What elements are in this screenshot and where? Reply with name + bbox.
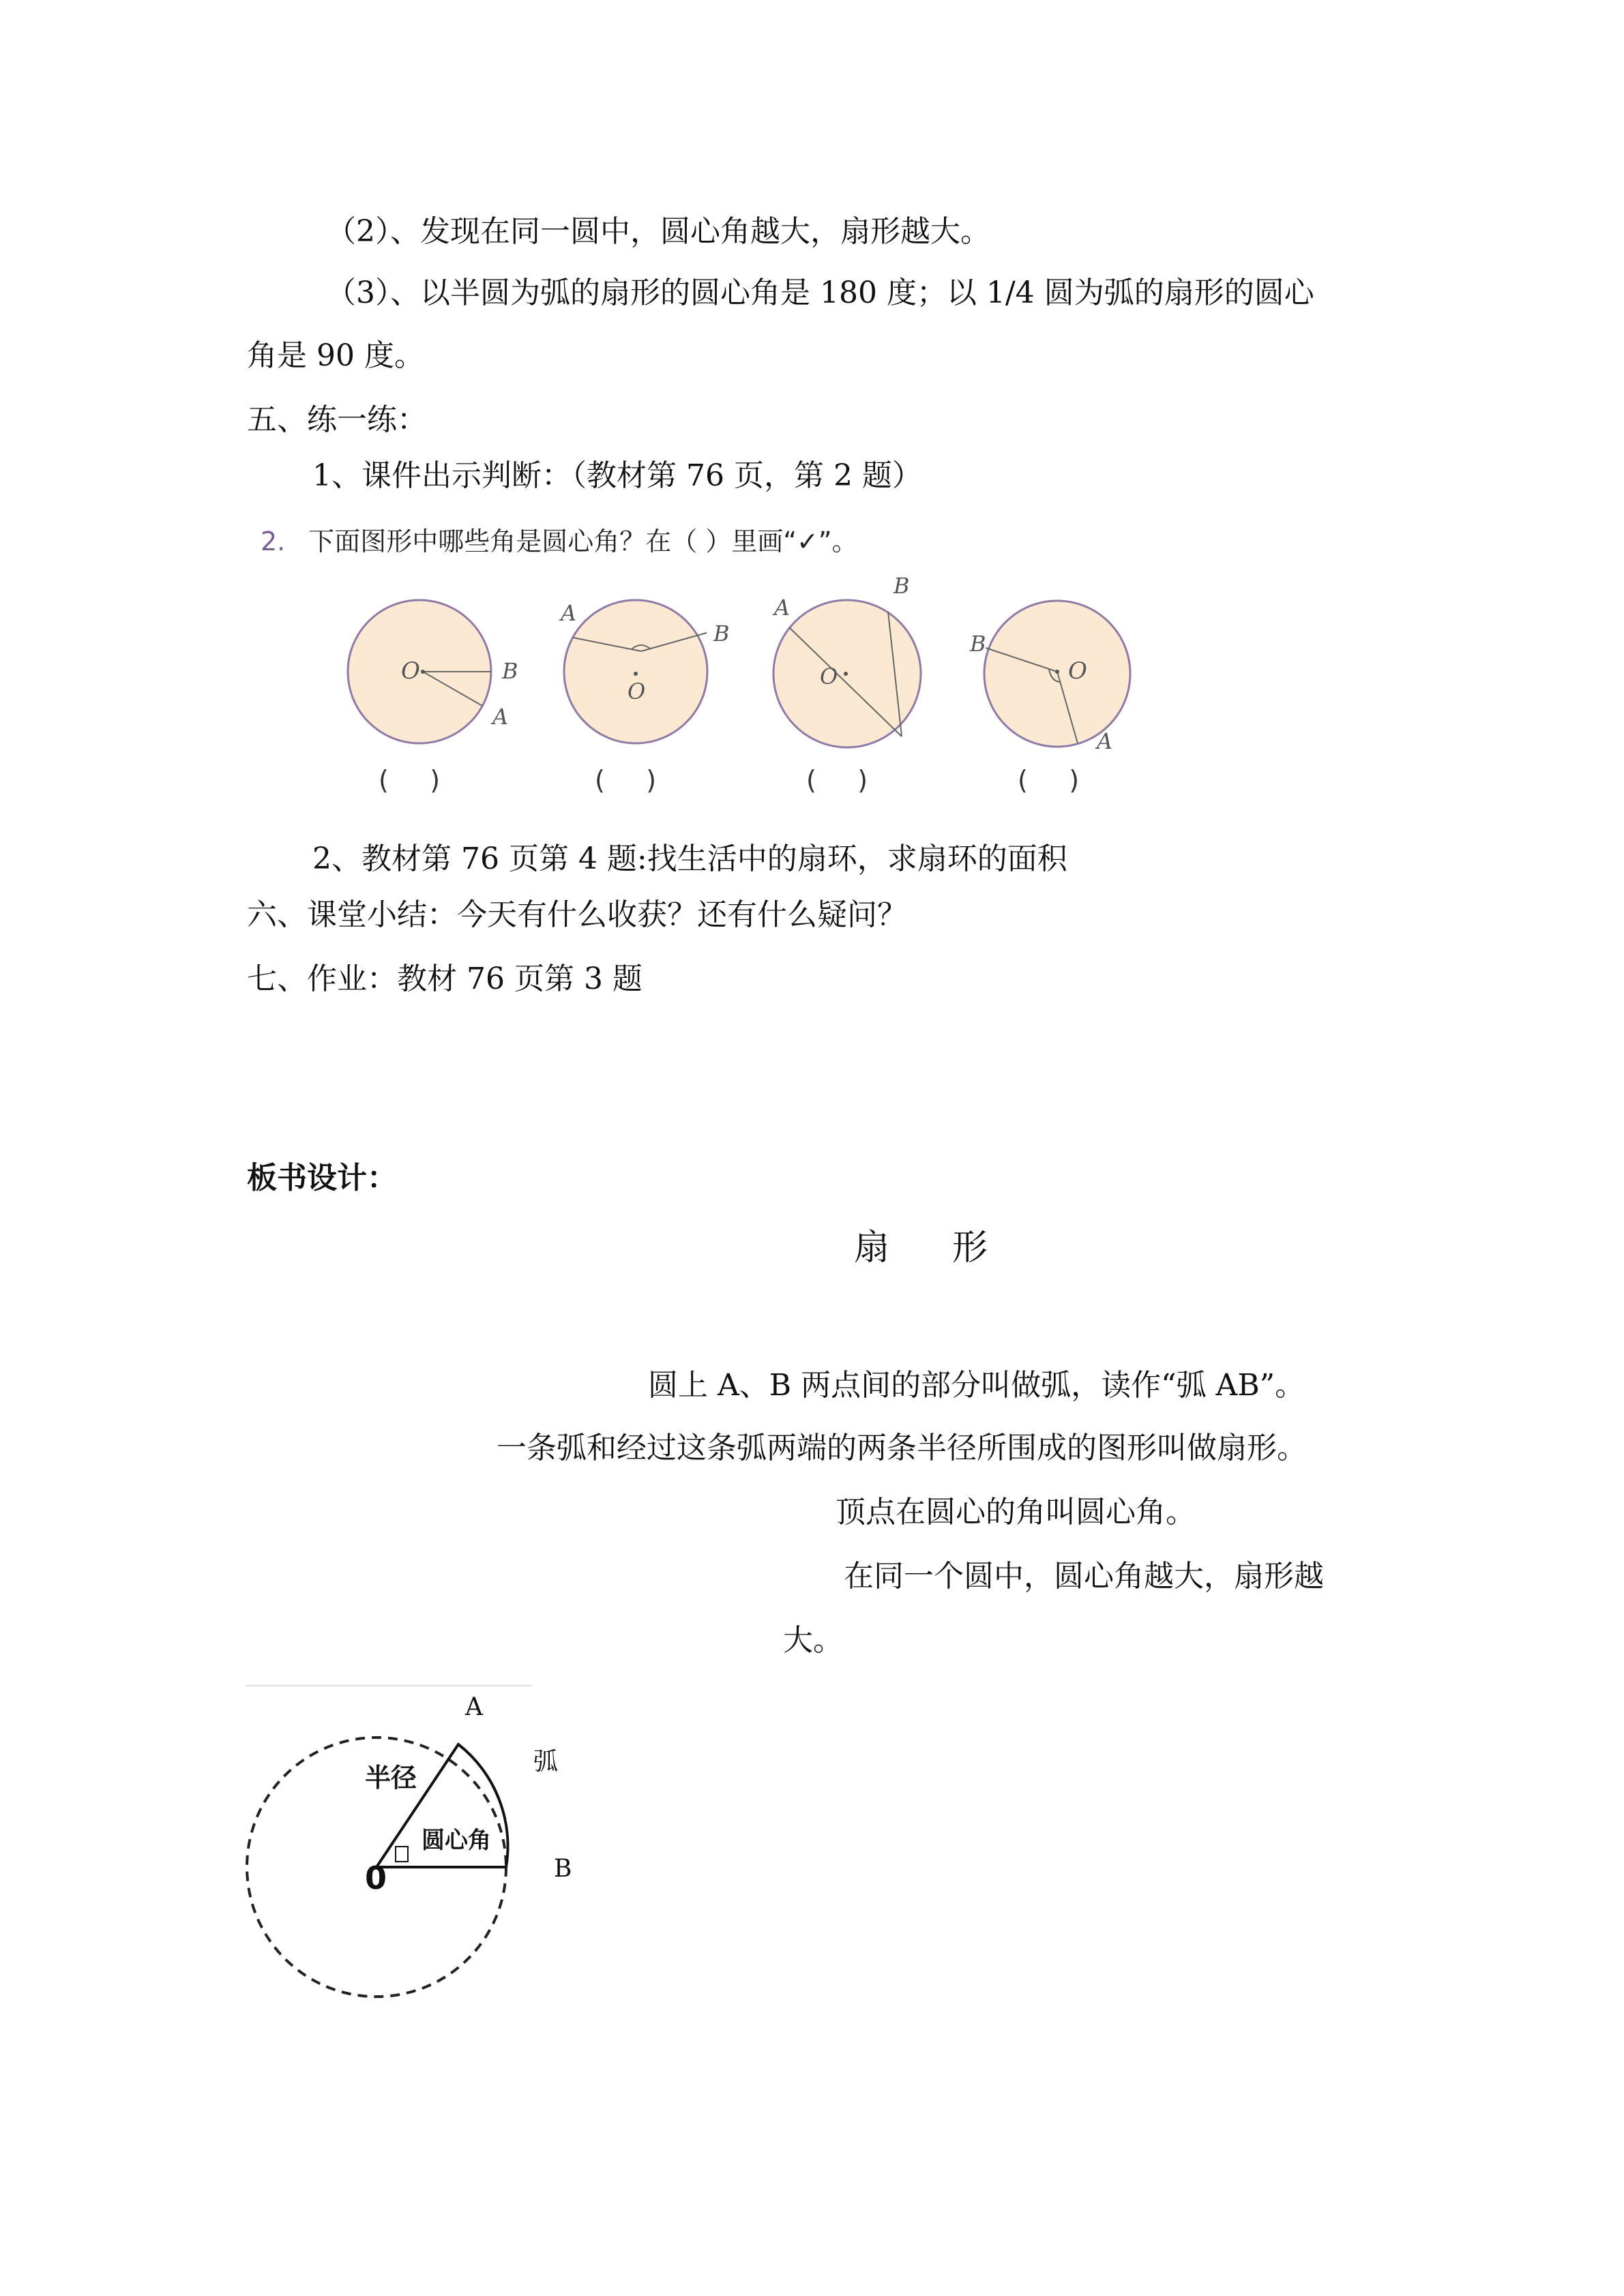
board-line-rule-2: 大。 <box>783 1623 843 1658</box>
board-heading: 板书设计： <box>247 1161 397 1195</box>
answer-paren-1[interactable]: ( ) <box>379 765 441 795</box>
circle-4-label-a: A <box>1097 728 1113 754</box>
conclusion-2: （2）、发现在同一圆中，圆心角越大，扇形越大。 <box>326 214 990 249</box>
circle-2-label-o: O <box>628 679 646 704</box>
circle-1-label-b: B <box>502 658 518 684</box>
circle-3-label-o: O <box>820 664 838 689</box>
conclusion-3-line1: （3）、以半圆为弧的扇形的圆心角是 180 度；以 1/4 圆为弧的扇形的圆心 <box>326 275 1314 310</box>
circle-3-label-a: A <box>774 595 791 621</box>
circle-1-label-a: A <box>492 704 509 730</box>
board-line-arc: 圆上 A、B 两点间的部分叫做弧，读作“弧 AB”。 <box>648 1368 1305 1403</box>
practice-heading: 五、练一练： <box>247 402 427 437</box>
exercise-figures <box>327 573 1173 777</box>
board-line-rule-1: 在同一个圆中，圆心角越大，扇形越 <box>844 1559 1324 1594</box>
practice-item-1: 1、课件出示判断：（教材第 76 页，第 2 题） <box>312 458 922 493</box>
diagram-label-arc: 弧 <box>533 1748 559 1776</box>
circle-4-label-b: B <box>970 631 986 657</box>
exercise-question <box>261 525 858 558</box>
exercise-circle-3 <box>772 573 921 747</box>
circle-2-label-a: A <box>561 600 577 626</box>
circle-1-label-o: O <box>401 657 420 685</box>
practice-item-2: 2、教材第 76 页第 4 题:找生活中的扇环，求扇环的面积 <box>312 841 1067 876</box>
board-title-left: 扇 <box>854 1227 890 1268</box>
board-title-right: 形 <box>952 1227 988 1268</box>
answer-paren-4[interactable]: ( ) <box>1018 765 1080 795</box>
circle-4-label-o: O <box>1068 657 1087 685</box>
class-summary: 六、课堂小结：今天有什么收获？还有什么疑问？ <box>247 897 907 932</box>
homework: 七、作业：教材 76 页第 3 题 <box>247 961 643 996</box>
conclusion-3-line2: 角是 90 度。 <box>247 338 424 373</box>
diagram-label-center: 0 <box>365 1860 387 1896</box>
diagram-label-central-angle: 圆心角 <box>422 1827 491 1854</box>
exercise-circle-1 <box>348 600 518 743</box>
exercise-number: 2. <box>261 526 286 556</box>
exercise-circle-4 <box>969 601 1130 754</box>
diagram-label-b: B <box>554 1855 572 1883</box>
exercise-circle-2 <box>559 600 730 743</box>
sector-diagram <box>246 1684 614 2005</box>
exercise-question-text: 下面图形中哪些角是圆心角？在（ ）里画“✓”。 <box>308 526 858 556</box>
diagram-label-a: A <box>465 1693 483 1721</box>
circle-2-label-b: B <box>713 621 730 646</box>
answer-paren-3[interactable]: ( ) <box>806 765 868 795</box>
board-line-sector: 一条弧和经过这条弧两端的两条半径所围成的图形叫做扇形。 <box>497 1431 1307 1465</box>
answer-paren-2[interactable]: ( ) <box>595 765 657 795</box>
board-line-central-angle: 顶点在圆心的角叫圆心角。 <box>836 1495 1196 1530</box>
circle-3-label-b: B <box>894 573 910 599</box>
diagram-label-radius: 半径 <box>365 1763 417 1793</box>
